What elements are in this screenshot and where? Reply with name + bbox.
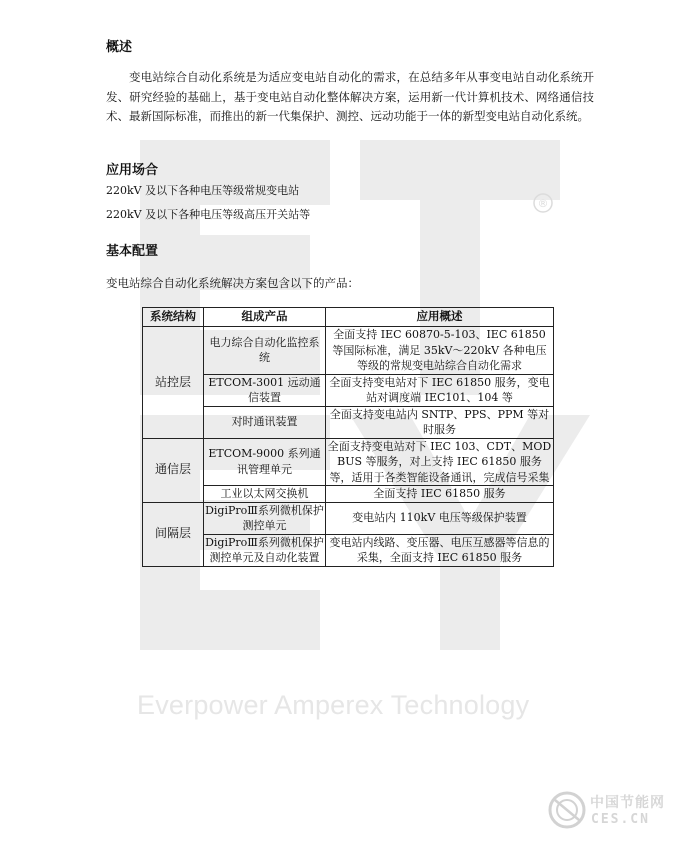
product-config-table — [142, 307, 554, 567]
product-cell: 电力综合自动化监控系统 — [204, 327, 326, 375]
layer-communication: 通信层 — [143, 438, 204, 502]
overview-paragraph: 变电站综合自动化系统是为适应变电站自动化的需求，在总结多年从事变电站自动化系统开发、研究经验的基础上，基于变电站自动化整体解决方案，运用新一代计算机技术、网络通信技术、最新国际标准，而推出的新一代集保护、测控、远动功能于一体的新型变电站自动化系统。 — [106, 70, 594, 123]
product-cell: DigiProⅢ系列微机保护测控单元 — [205, 503, 324, 532]
overview-heading: 概述 — [106, 40, 133, 55]
layer-station-control: 站控层 — [143, 327, 204, 439]
product-cell: ETCOM-3001 远动通信装置 — [204, 374, 326, 406]
product-cell: DigiProⅢ系列微机保护测控单元及自动化装置 — [205, 535, 324, 564]
table-row — [143, 486, 554, 503]
table-row — [143, 374, 554, 406]
product-cell: ETCOM-9000 系列通讯管理单元 — [204, 438, 326, 486]
header-application-summary: 应用概述 — [326, 308, 554, 327]
description-cell: 全面支持变电站对下 IEC 103、CDT、MODBUS 等服务，对上支持 IEC 61850 服务等，适用于各类智能设备通讯，完成信号采集 — [326, 438, 554, 486]
ces-logo-icon — [545, 788, 589, 832]
product-cell: 对时通讯装置 — [204, 406, 326, 438]
description-cell: 全面支持变电站内 SNTP、PPS、PPM 等对时服务 — [326, 406, 554, 438]
product-cell: 工业以太网交换机 — [204, 486, 326, 503]
table-row — [143, 327, 554, 375]
table-header-row — [143, 308, 554, 327]
layer-bay: 间隔层 — [143, 502, 204, 566]
table-row — [143, 502, 554, 534]
table-row — [143, 534, 554, 566]
watermark-company-name: Everpower Amperex Technology — [137, 690, 530, 720]
description-cell: 全面支持 IEC 60870-5-103、IEC 61850 等国际标准，满足 35kV～220kV 各种电压等级的常规变电站综合自动化需求 — [326, 327, 554, 375]
header-components: 组成产品 — [204, 308, 326, 327]
description-cell: 全面支持变电站对下 IEC 61850 服务，变电站对调度端 IEC101、104 等 — [326, 374, 554, 406]
table-row — [143, 406, 554, 438]
svg-text:®: ® — [537, 197, 549, 210]
footer-site-name: 中国节能网 — [590, 795, 665, 811]
config-heading: 基本配置 — [106, 244, 159, 259]
description-cell: 全面支持 IEC 61850 服务 — [326, 486, 554, 503]
application-item-2: 220kV 及以下各种电压等级高压开关站等 — [106, 208, 311, 221]
header-system-structure: 系统结构 — [143, 308, 204, 327]
application-item-1: 220kV 及以下各种电压等级常规变电站 — [106, 184, 300, 197]
footer-site-domain: CES.CN — [591, 812, 650, 827]
config-intro: 变电站综合自动化系统解决方案包含以下的产品： — [106, 276, 359, 290]
description-cell: 变电站内 110kV 电压等级保护装置 — [326, 502, 554, 534]
applications-heading: 应用场合 — [106, 163, 159, 178]
table-row — [143, 438, 554, 486]
description-cell: 变电站内线路、变压器、电压互感器等信息的采集，全面支持 IEC 61850 服务 — [326, 534, 554, 566]
